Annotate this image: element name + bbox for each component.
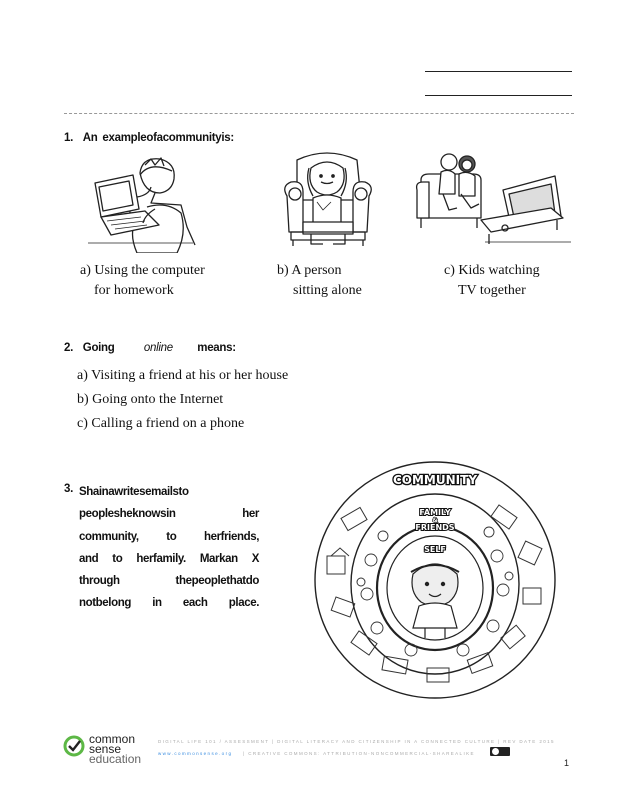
creative-commons-badge [490,747,510,756]
page-number: 1 [564,758,570,768]
question-3-number: 3. [64,483,73,495]
ampersand-label: & [432,517,438,524]
q1-option-c[interactable]: c) Kids watching TV together [444,263,540,298]
name-line[interactable] [425,71,572,72]
question-2-title: 2. Going online means: [64,342,236,354]
community-label: COMMUNITY [392,473,478,487]
community-circles-diagram [313,460,557,700]
section-divider [64,113,574,114]
q1-option-b[interactable]: b) A person sitting alone [277,263,362,298]
q1-option-a[interactable]: a) Using the computer for homework [80,263,205,298]
common-sense-check-icon [62,734,86,758]
person-armchair-illustration [283,152,373,252]
child-laptop-illustration [85,153,200,253]
question-1-title: 1. An exampleofacommunityis: [64,132,234,144]
q2-option-a[interactable]: a) Visiting a friend at his or her house [77,368,289,383]
footer-link[interactable]: www.commonsense.org [158,751,233,756]
family-label: FAMILY [419,508,451,517]
footer-course-info: DIGITAL LIFE 101 / ASSESSMENT | DIGITAL LITERACY AND CITIZENSHIP IN A CONNECTED CULTURE | REV DATE 2015 [158,739,555,744]
friends-label: FRIENDS [415,523,455,532]
self-label: SELF [424,545,446,554]
common-sense-logo-text: common sense education [89,732,142,766]
footer-license-text: | CREATIVE COMMONS: ATTRIBUTION-NONCOMMERCIAL-SHAREALIKE [243,751,475,756]
question-3-text: Shainawritesemailsto peoplesheknowsin her community, to herfriends, and to herfamily. Markan X through thepeoplethatdo notbelong in each place. [79,486,259,610]
kids-tv-illustration [415,150,575,250]
q2-option-c[interactable]: c) Calling a friend on a phone [77,416,245,431]
date-line[interactable] [425,95,572,96]
q2-option-b[interactable]: b) Going onto the Internet [77,392,224,407]
